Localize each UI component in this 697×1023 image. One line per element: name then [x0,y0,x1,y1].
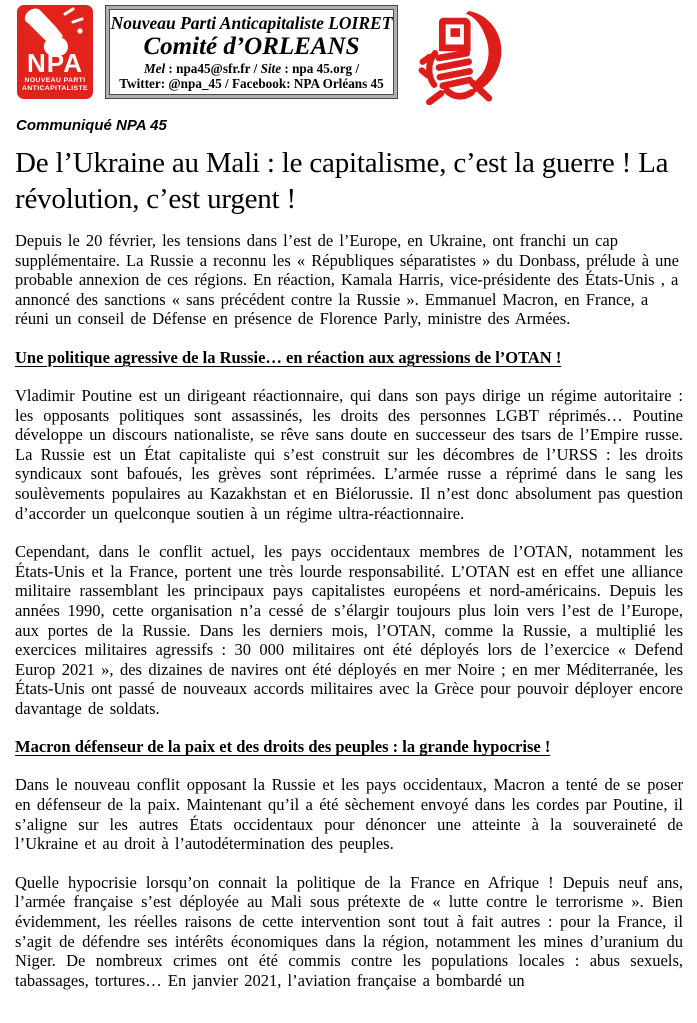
document-title: De l’Ukraine au Mali : le capitalisme, c’est la guerre ! La révolution, c’est urgent ! [15,147,669,215]
mel-value: : npa45@sfr.fr / [165,60,261,76]
npa-caption-line2: ANTICAPITALISTE [22,85,88,92]
masthead [15,5,683,101]
mel-label: Mel [143,60,166,76]
paragraph-poutine: Vladimir Poutine est un dirigeant réactionnaire, qui dans son pays dirige un régime autoritaire : les opposants politiques sont assassinés, les droits des personnes LGBT réprimés… Poutine développe un discours nationaliste, se rêve sans doute en successeur des tsars de l’Empire russe. La Russie est un État capitaliste qui s’est construit sur les décombres de l’URSS : les droits syndicaux sont bafoués, les grèves sont réprimées. L’armée russe a réprimé dans le sang les soulèvements populaires au Kazakhstan et en Biélorussie. Il n’est donc absolument pas question d’accorder un quelconque soutien à un régime ultra-réactionnaire. [15,385,683,523]
org-name: Nouveau Parti Anticapitaliste LOIRET [110,12,393,33]
org-box [105,5,398,99]
committee-name: Comité d’ORLEANS [143,32,360,60]
fist-megaphone-icon [415,9,507,110]
npa-caption-line1: NOUVEAU PARTI [24,77,86,84]
paragraph-macron: Dans le nouveau conflit opposant la Russie et les pays occidentaux, Macron a tenté de se poser en défenseur de la paix. Maintenant qu’il a été sèchement envoyé dans les cordes par Poutine, il s’aligne sur les autres États occidentaux pour dénoncer une atteinte à la souveraineté de l’Ukraine et au droit à l’autodétermination des peuples. [15,775,683,854]
social-line: Twitter: @npa_45 / Facebook: NPA Orléans 45 [119,76,384,91]
contact-line [110,61,393,77]
paragraph-otan: Cependant, dans le conflit actuel, les pays occidentaux membres de l’OTAN, notamment les États-Unis et la France, portent une très lourde responsabilité. L’OTAN est en effet une alliance militaire rassemblant les principaux pays capitalistes européens et nord-américains. Depuis les années 1990, cette organisation n’a cessé de s’élargir toujours plus loin vers l’est de l’Europe, aux portes de la Russie. Dans les derniers mois, l’OTAN, comme la Russie, a multiplié les exercices militaires agressifs : 30 000 militaires ont été déployés lors de l’exercice « Defend Europ 2021 », des dizaines de navires ont été déployés en mer Noire ; en mer Méditerranée, les États-Unis ont passé de nouveaux accords militaires avec la Grèce pour pouvoir déployer encore davantage de soldats. [15,542,683,718]
npa-logo [17,5,93,99]
paragraph-afrique: Quelle hypocrisie lorsqu’on connait la politique de la France en Afrique ! Depuis neuf ans, l’armée française s’est déployée au Mali sous prétexte de « lutte contre le terrorisme ». Bien évidemment, les réelles raisons de cette intervention sont tout à fait autres : pour la France, il s’agit de défendre ses intérêts économiques dans la région, notamment les mines d’uranium du Niger. De nombreux crimes ont été commis contre les populations locales : abus sexuels, tabassages, tortures… En janvier 2021, l’aviation française a bombardé un [15,872,683,990]
site-value: : npa 45.org / [281,60,360,76]
site-label: Site [260,60,282,76]
section-heading-russia: Une politique agressive de la Russie… en réaction aux agressions de l’OTAN ! [15,347,562,367]
section-heading-macron: Macron défenseur de la paix et des droits des peuples : la grande hypocrise ! [15,737,551,757]
npa-acronym: NPA [27,48,83,78]
paragraph-intro: Depuis le 20 février, les tensions dans l’est de l’Europe, en Ukraine, ont franchi un cap supplémentaire. La Russie a reconnu les « Républiques séparatistes » du Donbass, prélude à une probable annexion de ces régions. En réaction, Kamala Harris, vice-présidente des États-Unis , a annoncé des sanctions « sans précédent contre la Russie ». Emmanuel Macron, en France, a réuni un conseil de Défense en présence de Florence Parly, ministre des Armées. [15,231,679,329]
kicker: Communiqué NPA 45 [16,117,167,134]
